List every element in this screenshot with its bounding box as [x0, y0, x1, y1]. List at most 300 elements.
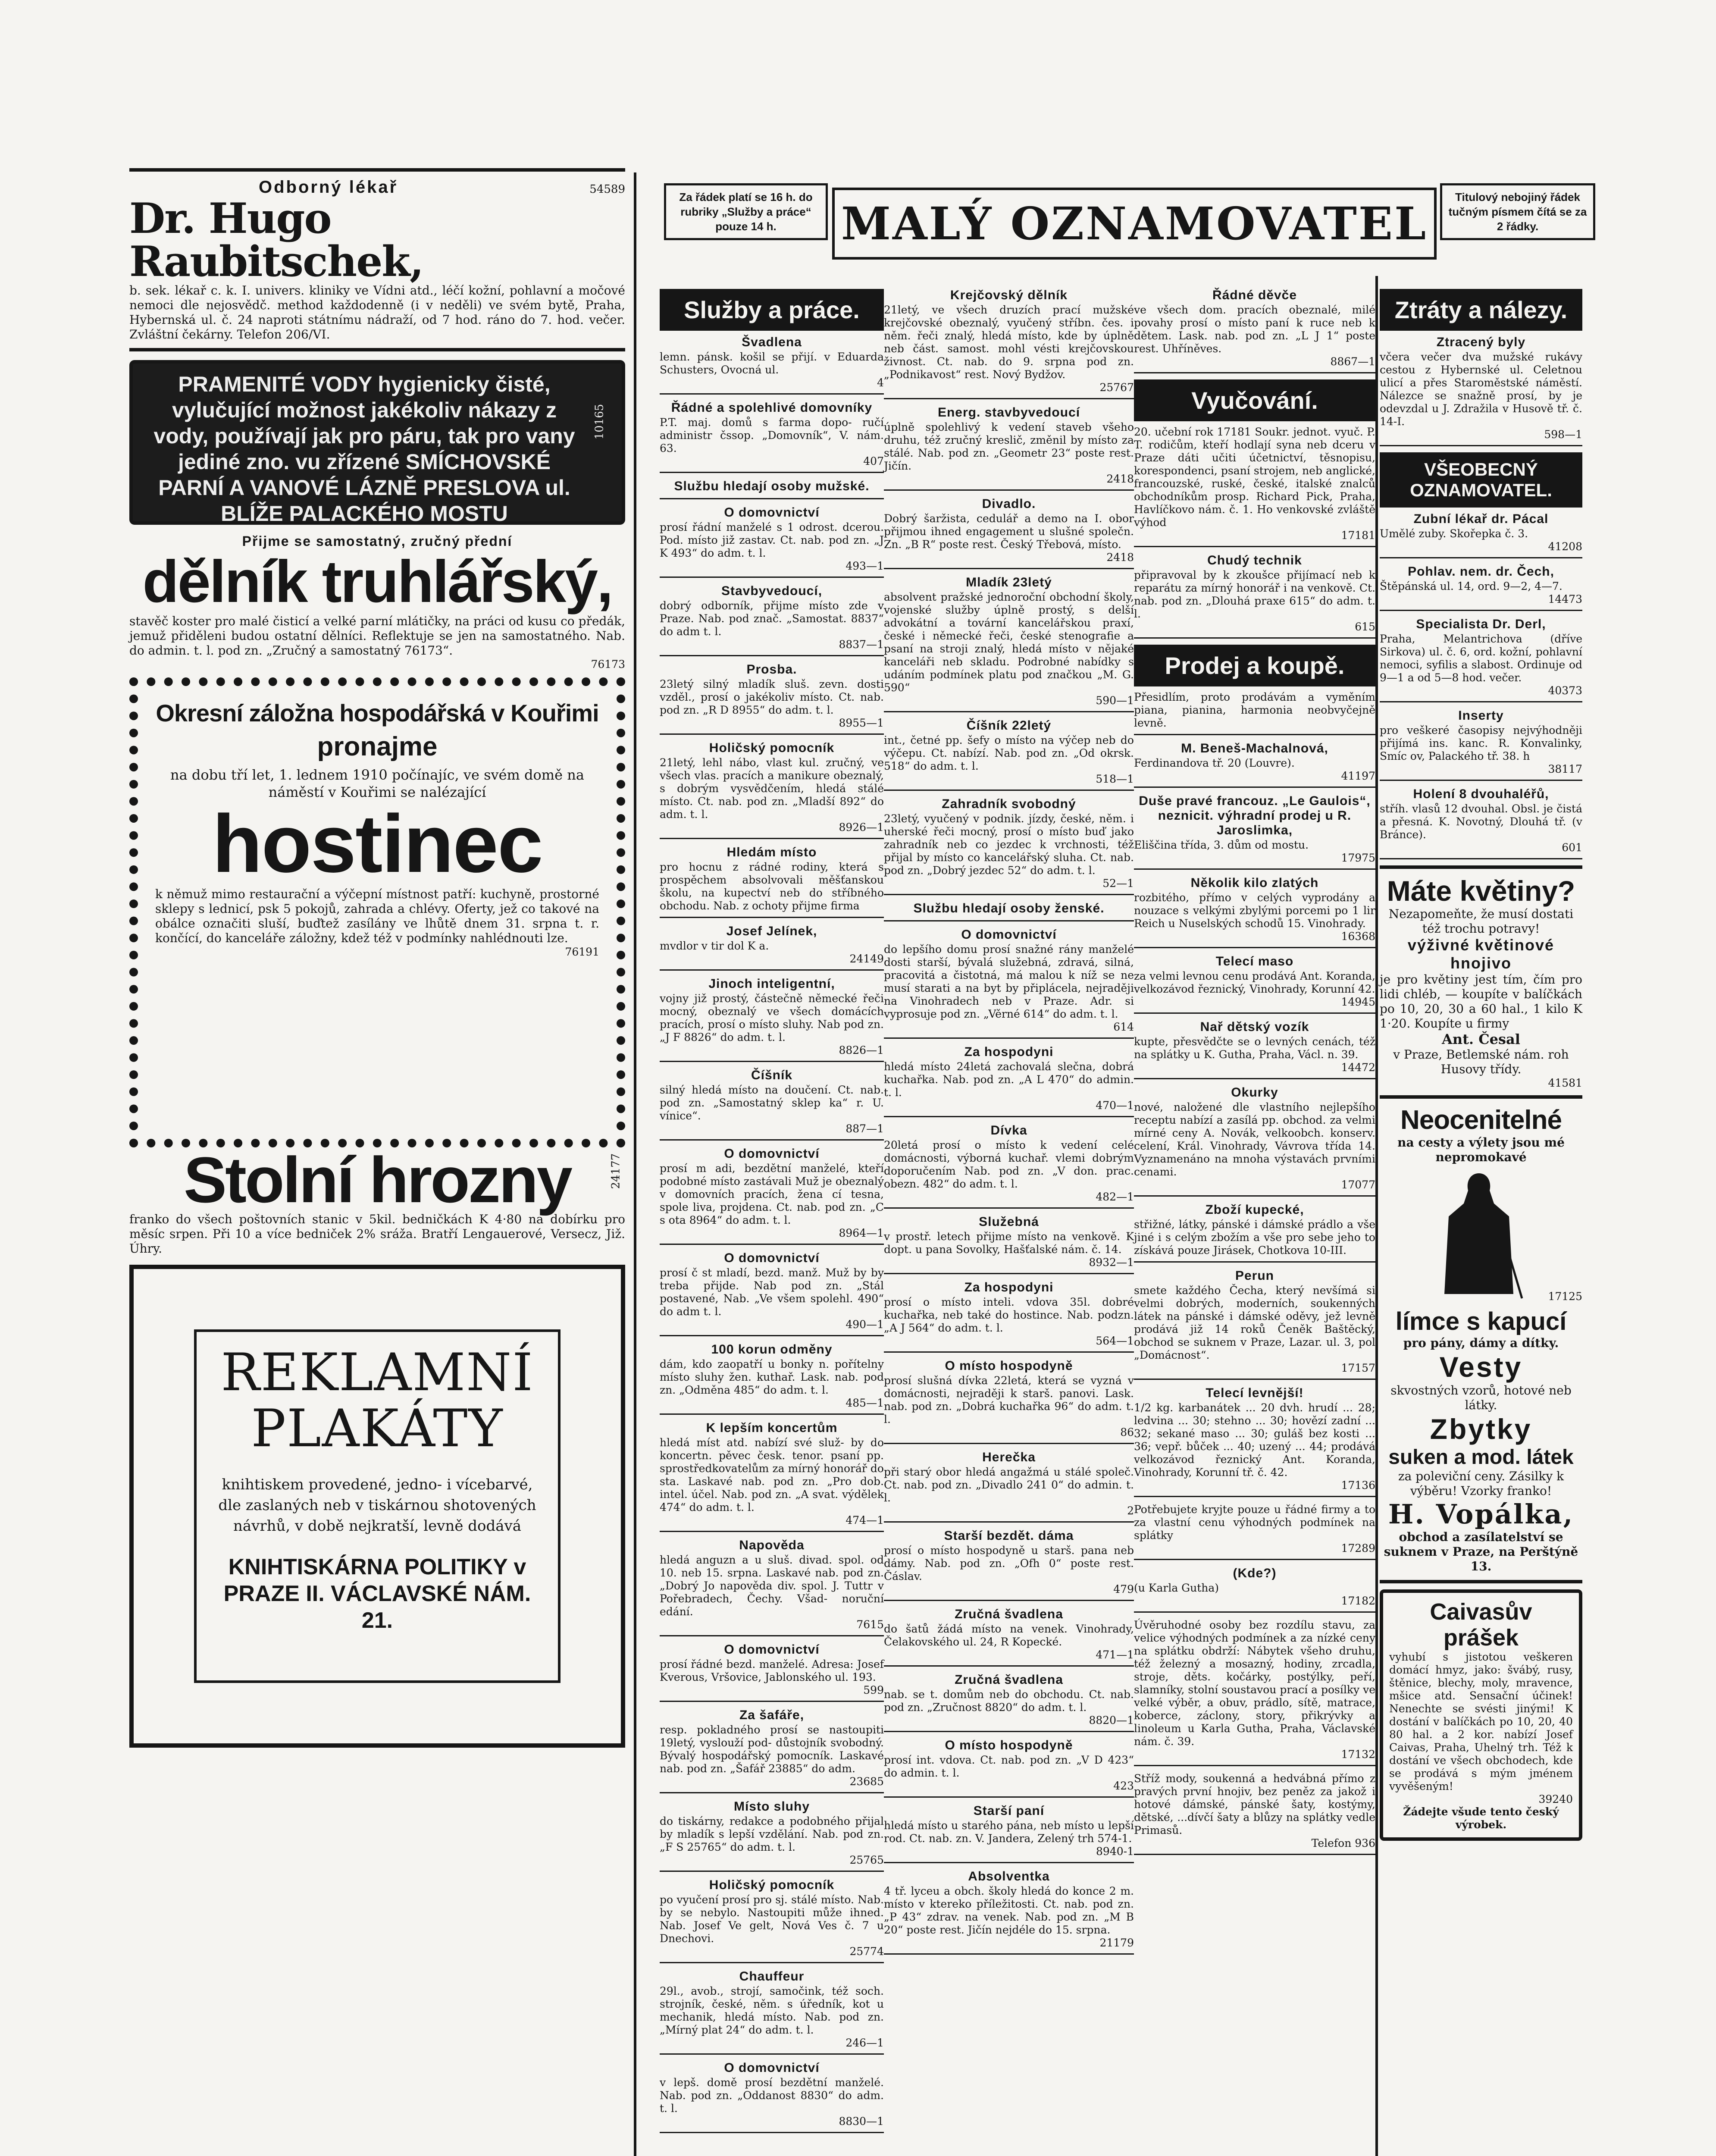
ad-code: 14473 [1548, 593, 1582, 605]
ad-code: 4 [877, 376, 884, 389]
neo-code: 17125 [1548, 1290, 1582, 1303]
classified-ad [884, 1280, 1134, 1353]
spa-code: 10165 [593, 404, 606, 440]
ad-list [1134, 426, 1375, 639]
ad-divider [884, 711, 1134, 712]
grapes-code: 24177 [609, 1153, 623, 1189]
ad-divider [1134, 1379, 1375, 1380]
neo-title: Neocenitelné [1400, 1105, 1562, 1135]
classified-ad [884, 1359, 1134, 1444]
ad-text: prosí o místo inteli. vdova 35l. dobré kuchařka, neb také do hostince. Nab. podzn. „A J 564“ do adm. t. l. [884, 1296, 1134, 1334]
ad-divider [1380, 557, 1582, 558]
mate-title: Máte květiny? [1387, 875, 1575, 907]
ad-code: 8867—1 [1330, 355, 1375, 368]
grapes-title: Stolní hrozny [184, 1144, 571, 1216]
ad-divider [660, 577, 884, 578]
classified-ad [884, 1804, 1134, 1863]
ad-text: rozbitého, přímo v celých vyprodány a nouzace s velkými zbylými porcemi po 1 lir Reich u Nuselských schodů 15. Vinohrady. [1134, 891, 1375, 930]
rubric-prodej: Prodej a koupě. [1134, 645, 1375, 686]
ad-divider [1380, 610, 1582, 611]
ad-code: 407 [863, 455, 884, 467]
ad-divider [660, 1139, 884, 1141]
classified-ad [660, 335, 884, 395]
ad-heading: Pohlav. nem. dr. Čech, [1408, 564, 1554, 579]
classified-ad [884, 288, 1134, 399]
ad-code: Telefon 936 [1311, 1837, 1375, 1849]
ad-text: v prostř. letech přijme místo na venkově. K dopt. u pana Sovolky, Hašťalské nám. č. 14. [884, 1230, 1134, 1256]
ad-divider [660, 917, 884, 918]
classified-ad [1380, 617, 1582, 702]
ad-text: stříh. vlasů 12 dvouhal. Obsl. je čistá a přesná. K. Novotný, Dlouhá tř. (v Bránce). [1380, 802, 1582, 841]
ad-heading: Ztracený byly [1436, 335, 1526, 349]
suken-title: suken a mod. látek [1388, 1446, 1574, 1469]
ad-divider [1134, 734, 1375, 735]
caivas-text: vyhubí s jistotou veškeren domácí hmyz, jako: švábý, rusy, štěnice, blechy, moly, mravence, mšice atd. Sensační účinek! Nenechte se svésti jinými! K dostání v balíčkách po 10, 20, 40 80 hal. a 2 kor. nabízí Josef Caivas, Praha, Uhelný trh. Též k dostání ve všech obchodech, kde se prodává s mým jménem vyvěšeným! [1389, 1651, 1573, 1792]
ad-divider [660, 1335, 884, 1336]
classified-ad [1134, 741, 1375, 788]
ad-divider [1380, 701, 1582, 702]
classified-ad [660, 2061, 884, 2133]
classified-ad [660, 401, 884, 473]
classified-ad [660, 479, 884, 499]
ad-text: připravoval by k zkoušce přijímací neb k reparátu za mírný honorář i na venkově. Ct. nab. pod zn. „Dlouhá praxe 615“ do adm. t. l. [1134, 569, 1375, 620]
ad-code: 246—1 [845, 2037, 884, 2049]
divider [1380, 1095, 1582, 1099]
classified-ad [1380, 787, 1582, 859]
ad-divider [1134, 947, 1375, 948]
ad-code: 25765 [849, 1854, 884, 1866]
ad-text: Úvěruhodné osoby bez rozdílu stavu, za velice výhodných podmínek a za nízké ceny na splátku obdrží: Nábytek všeho druhu, též železný a mosazný, hodiny, zrcadla, stroje, děts. kočárky, postýlky, peří, slamníky, stolní soustavou prací a posílky ve velké výběr, a obuv, prádlo, sítě, matrace, koberce, záclony, story, přikrývky a linoleum u Karla Gutha, Praha, Václavské nám. č. 39. [1134, 1619, 1375, 1748]
ad-divider [884, 790, 1134, 791]
classified-ad [1134, 553, 1375, 639]
ad-divider [884, 1796, 1134, 1798]
ad-divider [1134, 1078, 1375, 1079]
vopalka-title: H. Vopálka, [1388, 1498, 1574, 1530]
mate-product: výživné květinové hnojivo [1407, 936, 1555, 972]
ad-text: Stříž mody, soukenná a hedvábná přímo z pravých první hnojiv, bez peněz za jakož i hotové dámské, pánské šaty, kostýmy, dětské, ...dívčí šaty a blůzy na splátky vedle Primasů. [1134, 1772, 1375, 1836]
ad-divider [660, 1061, 884, 1062]
ad-text: při starý obor hledá angažmá u stálé společ. Ct. nab. pod zn. „Divadlo 241 0“ do admin. t. l. [884, 1466, 1134, 1504]
ad-heading: Inserty [1458, 708, 1504, 723]
ad-divider [660, 1871, 884, 1872]
ad-code: 86 [1120, 1426, 1134, 1438]
ad-divider [1134, 546, 1375, 547]
column-rule [1375, 276, 1378, 2156]
ad-heading: Krejčovský dělník [950, 288, 1068, 302]
ad-code: 8940-1 [1096, 1845, 1134, 1858]
ad-list [1134, 288, 1375, 373]
ad-heading: Energ. stavbyvedoucí [937, 405, 1080, 420]
ad-text: Eliščina třída, 3. dům od mostu. [1134, 839, 1309, 851]
classified-ad [1134, 691, 1375, 735]
ad-divider [884, 920, 1134, 921]
ad-code: 423 [1113, 1780, 1134, 1792]
ad-heading: Zahradník svobodný [942, 797, 1076, 811]
ad-text: prosí slušná dívka 22letá, která se vyzná v domácnosti, nejraději k starš. panovi. Lask. nab. pod zn. „Dobrá kuchařka 96“ do adm. t. l. [884, 1374, 1134, 1426]
ad-code: 38117 [1548, 763, 1582, 775]
ad-heading: Absolventka [968, 1869, 1050, 1883]
ad-heading: Zručná švadlena [955, 1673, 1063, 1687]
ad-divider [1134, 1611, 1375, 1613]
plakaty-inner [194, 1329, 561, 1683]
ad-text: (u Karla Gutha) [1134, 1582, 1219, 1594]
ad-divider [1134, 1854, 1375, 1855]
ad-divider [1380, 858, 1582, 859]
plakaty-signature: KNIHTISKÁRNA POLITIKY v PRAZE II. VÁCLAVSKÉ NÁM. 21. [223, 1554, 531, 1633]
ad-code: 52—1 [1102, 877, 1134, 890]
ad-code: 8926—1 [839, 821, 884, 834]
ad-text: kupte, přesvědčte se o levných cenách, též na splátky u K. Gutha, Praha, Václ. n. 39. [1134, 1035, 1375, 1061]
ad-heading: Za hospodyni [964, 1280, 1054, 1294]
ad-divider [884, 1731, 1134, 1732]
ad-divider [660, 655, 884, 656]
column-1 [129, 160, 625, 1748]
ad-list [884, 288, 1134, 1955]
ad-code: 17181 [1341, 529, 1375, 542]
hostinec-title: hostinec [212, 798, 542, 890]
ad-list [1134, 691, 1375, 1855]
ad-text: hledá místo 24letá zachovalá slečna, dobrá kuchařka. Nab. pod zn. „A L 470“ do admin. t. l. [884, 1060, 1134, 1099]
ad-divider [884, 489, 1134, 491]
ad-code: 599 [863, 1684, 884, 1696]
divider [129, 348, 625, 351]
bank-sub: na dobu tří let, 1. lednem 1910 počínajíc, ve svém domě na náměstí v Kouřimi se nalézající [170, 767, 584, 800]
doctor-code: 54589 [589, 183, 625, 196]
ad-code: 887—1 [845, 1122, 884, 1135]
ad-text: pro hocnu z rádné rodiny, která s prospěchem absolvovali měšťanskou školu, na kupectví neb do stříbného obchodu. Nab. z ochoty přijme firma [660, 861, 884, 912]
ad-heading: O domovnictví [724, 1251, 820, 1265]
ad-divider [884, 1862, 1134, 1863]
classified-ad [1134, 1503, 1375, 1560]
classified-ad [884, 1529, 1134, 1601]
column-rule [634, 172, 636, 2156]
ad-text: Potřebujete kryjte pouze u řádné firmy a to za vlastní cenu výhodných podmínek na splátky [1134, 1503, 1375, 1542]
ad-heading: O domovnictví [724, 1642, 820, 1657]
vopalka-text: obchod a zasílatelství se suknem v Praze, na Perštýně 13. [1384, 1530, 1578, 1573]
classified-ad [1134, 954, 1375, 1014]
ad-text: 23letý, vyučený v podnik. jízdy, české, něm. i uherské řeči mocný, prosí o místo buď jako zahradník neb co jezdec k vrchnosti, též přijal by místo co kancelářský sluha. Ct. nab. pod zn. „Dobrý jezdec 52“ do adm. t. l. [884, 812, 1134, 877]
ad-text: prosí o místo hospodyně u starš. pana neb dámy. Nab. pod zn. „Ofh 0“ poste rest. Čáslav. [884, 1544, 1134, 1583]
ad-heading: (Kde?) [1233, 1566, 1277, 1580]
worker-title: dělník truhlářský, [142, 548, 612, 615]
ad-code: 17077 [1341, 1178, 1375, 1191]
coat-sub: pro pány, dámy a dítky. [1403, 1336, 1559, 1350]
ad-divider [884, 1116, 1134, 1117]
ad-text: silný hledá místo na doučení. Ct. nab. pod zn. „Samostatný sklep ka“ r. U. vínice“. [660, 1084, 884, 1122]
ad-heading: 100 korun odměny [711, 1342, 833, 1357]
ad-divider [660, 1792, 884, 1793]
classified-ad [884, 1869, 1134, 1955]
ad-divider [1134, 868, 1375, 870]
hostinec-code: 76191 [565, 946, 599, 958]
ad-heading: Mladík 23letý [966, 575, 1052, 589]
classified-ad [884, 497, 1134, 569]
ad-divider [1134, 372, 1375, 373]
ad-divider [1134, 1195, 1375, 1197]
ad-heading: Číšník 22letý [966, 718, 1052, 733]
worker-code: 76173 [591, 658, 625, 671]
classified-ad [660, 1251, 884, 1336]
grapes-ad [129, 1144, 625, 1256]
ad-heading: Za hospodyni [964, 1045, 1054, 1059]
divider [1380, 1580, 1582, 1583]
spa-ad [129, 360, 625, 525]
ad-code: 41197 [1341, 770, 1375, 782]
ad-divider [884, 1037, 1134, 1039]
ad-code: 17975 [1341, 852, 1375, 864]
ad-code: 25767 [1099, 381, 1134, 394]
ad-text: 20. učební rok 17181 Soukr. jednot. vyuč. P. T. rodičům, kteří hodlají syna neb dceru v Praze dáti učiti účetnictví, těsnopisu, korespondenci, psaní strojem, neb anglické, francouzské, ruské, české, italské znalců obchodníkům prosp. Richard Pick, Praha, Havlíčkovo nám. č. 1. Ho venkovské zvláště výhod [1134, 426, 1375, 529]
ad-code: 490—1 [845, 1318, 884, 1331]
plakaty-text: knihtiskem provedené, jedno- i vícebarvé, dle zaslaných neb v tiskárnou shotovených návrhů, v době nejkratší, levně dodává [218, 1476, 536, 1535]
ad-text: Ferdinandova tř. 20 (Louvre). [1134, 757, 1295, 769]
ad-code: 485—1 [845, 1397, 884, 1409]
ad-heading: Telecí levnější! [1206, 1386, 1304, 1400]
ad-text: v lepš. domě prosí bezdětní manželé. Nab. pod zn. „Oddanost 8830“ do adm. t. l. [660, 2076, 884, 2115]
mate-code: 41581 [1548, 1077, 1582, 1089]
ad-divider [660, 472, 884, 473]
column-4 [1134, 285, 1375, 1861]
classified-ad [884, 901, 1134, 921]
ad-heading: Specialista Dr. Derl, [1416, 617, 1546, 631]
ad-heading: O místo hospodyně [945, 1359, 1073, 1373]
ad-code: 21179 [1099, 1937, 1134, 1949]
ad-heading: Řádné a spolehlivé domovníky [671, 401, 873, 415]
ad-text: 29l., avob., strojí, samočink, též soch. strojník, české, něm. s úředník, kot u mechanik, hledá místo. Nab. pod zn. „Mírný plat 24“ do adm. t. l. [660, 1985, 884, 2036]
ad-heading: Okurky [1231, 1085, 1278, 1100]
ad-code: 8932—1 [1089, 1256, 1134, 1269]
ad-code: 564—1 [1096, 1335, 1134, 1347]
ad-heading: O místo hospodyně [945, 1738, 1073, 1752]
mate-firm: Ant. Česal [1442, 1031, 1520, 1047]
ad-divider [1134, 637, 1375, 639]
ad-heading: Duše pravé francouz. „Le Gaulois“, neznicit. výhradní prodej u R. Jaroslimka, [1139, 794, 1371, 837]
ad-code: 8955—1 [839, 717, 884, 729]
rubric-sluzby: Služby a práce. [660, 289, 884, 331]
caivas-title: Caivasův prášek [1430, 1599, 1532, 1651]
ad-divider [884, 894, 1134, 895]
ad-heading: Zubní lékař dr. Pácal [1413, 512, 1549, 526]
ad-divider [660, 733, 884, 735]
masthead [664, 183, 1587, 270]
classified-ad [1134, 1566, 1375, 1613]
ad-divider [660, 2053, 884, 2055]
ad-heading: Perun [1235, 1269, 1274, 1283]
ad-code: 17136 [1341, 1479, 1375, 1492]
ad-text: int., četné pp. šefy o místo na výčep neb do výčepu. Ct. nabízí. Nab. pod zn. „Od okrsk. 518“ do adm. t. l. [884, 734, 1134, 772]
ad-code: 8964—1 [839, 1227, 884, 1239]
classified-ad [884, 797, 1134, 895]
classified-ad [660, 1969, 884, 2055]
ad-code: 17157 [1341, 1362, 1375, 1374]
ad-code: 16368 [1341, 930, 1375, 943]
vesty-sub: skvostných vzorů, hotové neb látky. [1390, 1383, 1572, 1412]
classified-ad [660, 924, 884, 971]
ad-text: střižné, látky, pánské i dámské prádlo a vše jiné i s celým zbožím a vše pro sebe jeho to získává pouze Jirásek, Chotkova 10-III. [1134, 1218, 1375, 1257]
ad-code: 17182 [1341, 1595, 1375, 1607]
classified-ad [884, 1738, 1134, 1798]
ad-heading: Holičský pomocník [709, 741, 835, 755]
ad-code: 40373 [1548, 684, 1582, 697]
ad-heading: Švadlena [742, 335, 802, 349]
doctor-text: b. sek. lékař c. k. I. univers. kliniky ve Vídni atd., léčí kožní, pohlavní a močové nemoci dle nejosvědč. method každodenně (i v neděli) ve svém bytě, Praha, Hybernská ul. č. 24 naproti státnímu nádraží, od 7 hod. ráno do 7. hod. večer. Zvláštní čekárny. Telefon 206/VI. [129, 283, 625, 342]
classified-ad [1134, 426, 1375, 547]
ad-heading: Herečka [982, 1450, 1036, 1464]
ad-divider [1134, 1559, 1375, 1560]
caivas-code: 39240 [1538, 1793, 1573, 1805]
ad-heading: Řádné děvče [1212, 288, 1297, 302]
ad-divider [660, 1244, 884, 1245]
classified-ad [660, 1708, 884, 1793]
ad-divider [884, 1600, 1134, 1601]
classified-ad [660, 1068, 884, 1141]
classified-ad [660, 505, 884, 578]
ad-heading: Jinoch inteligentní, [708, 977, 835, 991]
ad-divider [1134, 1261, 1375, 1263]
classified-ad [1380, 335, 1582, 446]
coat-figure [1380, 1165, 1582, 1307]
classified-ad [1134, 794, 1375, 870]
ad-text: absolvent pražské jednoroční obchodní školy, vojenské služby úplně prostý, s delší advokátní a tovární kancelářskou praxí, české i německé řeči, české stenografie a psaní na stroji znalý, hledá místo v nějaké kanceláři neb skladu. Podrobné nabídky s udáním podmínek platu pod značkou „M. G. 590“ [884, 591, 1134, 694]
ad-code: 17132 [1341, 1748, 1375, 1761]
page-title: MALÝ OZNAMOVATEL [832, 188, 1437, 260]
neo-sub: na cesty a výlety jsou mé nepromokavé [1397, 1135, 1565, 1164]
ad-divider [1134, 1012, 1375, 1014]
ad-heading: Zručná švadlena [955, 1607, 1063, 1621]
ad-text: prosí řádné bezd. manželé. Adresa: Josef Kverous, Vršovice, Jablonského ul. 193. [660, 1658, 884, 1683]
ad-code: 14945 [1341, 996, 1375, 1008]
ad-text: pro veškeré časopisy nejvýhodněji přijímá ins. kanc. R. Konvalinky, Smíc ov, Palackého tř. 38. h [1380, 724, 1582, 762]
ad-text: vojny již prostý, částečně německé řeči mocný, obeznalý ve všech domácích pracích, prosí o místo sluhy. Nab pod zn. „J F 8826“ do adm. t. l. [660, 992, 884, 1044]
classified-ad [1134, 876, 1375, 948]
column-5 [1380, 285, 1582, 1841]
ad-text: mvdlor v tir dol K a. [660, 940, 769, 952]
classified-ad [660, 1799, 884, 1872]
ad-divider [884, 568, 1134, 569]
ad-text: hledá anguzn a u sluš. divad. spol. od 10. neb 15. srpna. Laskavé nab. pod zn. „Dobrý Jo napověda div. spol. J. Tuttr v Pořebradech, Čechy. Všad- noruční edání. [660, 1554, 884, 1618]
ad-text: ve všech dom. pracích obeznalé, milé povahy prosí o místo paní k ruce neb k dětem. Lask. nab. pod zn. „L J 1“ poste rest. Uhříněves. [1134, 304, 1375, 355]
worker-kicker: Přijme se samostatný, zručný přední [242, 533, 513, 549]
rubric-vyucovani: Vyučování. [1134, 379, 1375, 421]
ad-code: 615 [1355, 620, 1375, 633]
ad-text: do lepšího domu prosí snažné rány manželé dosti starší, bývalá služebná, zdravá, silná, pracovitá a čistotná, má malou k níž se ne musí starati a na byt by připlácela, nejraději na Vinohradech neb v Praze. Adr. si vyprosuje pod zn. „Věrné 614“ do adm. t. l. [884, 943, 1134, 1020]
classified-ad [1134, 288, 1375, 373]
ad-text: hledá míst atd. nabízí své služ- by do koncertn. pěvec česk. tenor. psaní pp. sprostředkovatelům za mírný honorář do sta. Laskavé nab. pod zn. „Pro dob. intel. účel. Nab. pod zn. „A svat. výdělek 474“ do adm. t. l. [660, 1436, 884, 1514]
classified-ad [1134, 1386, 1375, 1497]
classified-ad [1134, 1085, 1375, 1197]
classified-ad [660, 1642, 884, 1702]
ad-text: za velmi levnou cenu prodává Ant. Koranda, velkozávod řeznický, Vinohrady, Korunní 42. [1134, 970, 1375, 995]
ad-heading: Napověda [739, 1538, 805, 1552]
ad-code: 14472 [1341, 1061, 1375, 1074]
ad-divider [660, 393, 884, 395]
ad-heading: Divadlo. [982, 497, 1036, 511]
grapes-text: franko do všech poštovních stanic v 5kil. bedničkách K 4·80 na dobírku pro měsíc srpen. Při 10 a více bedniček 2% sráža. Bratří Lengauerové, Versecz, Již. Úhry. [129, 1212, 625, 1256]
ad-heading: K lepším koncertům [706, 1421, 838, 1435]
ad-code: 479 [1113, 1583, 1134, 1595]
ad-code: 8820—1 [1089, 1714, 1134, 1727]
ad-divider [884, 1351, 1134, 1353]
ad-text: hledá místo u starého pána, neb místo u lepší rod. Ct. nab. zn. V. Jandera, Zelený trh 574-1. [884, 1819, 1134, 1845]
classified-ad [884, 1673, 1134, 1732]
ad-code: 8837—1 [839, 638, 884, 651]
rubric-ztraty: Ztráty a nálezy. [1380, 289, 1582, 331]
ad-heading: Hledám místo [726, 845, 817, 859]
ad-code: 614 [1113, 1021, 1134, 1033]
coat-title: límce s kapucí [1395, 1307, 1567, 1335]
hostinec-text: k němuž mimo restaurační a výčepní místnost patří: kuchyně, prostorné sklepy s lednicí, psk 5 pokojů, zahrada a chlévy. Oferty, jež co takové na obálce označiti sluší, buďtež zasílány ve lhůtě dnem 31. srpna t. r. končící, do kanceláře záložny, kdež též v podmínky nahlédnouti lze. [155, 887, 599, 945]
ad-text: 21letý, lehl nábo, vlast kul. zručný, ve všech vlas. pracích a manikure obeznalý, s dobrým vysvědčením, hledá stálé místo. Ct. nab. pod zn. „Mladší 892“ do adm. t. l. [660, 756, 884, 821]
plakaty-ad [129, 1265, 625, 1748]
classified-ad [1134, 1269, 1375, 1380]
classified-ad [660, 584, 884, 656]
classified-ad [884, 575, 1134, 712]
classified-ad [884, 1123, 1134, 1209]
ad-text: resp. pokladného prosí se nastoupiti 19letý, vyslouží pod- důstojník svobodný. Bývalý hospodářský pomocník. Laskavé nab. pod zn. „Šafář 23885“ do adm. [660, 1724, 884, 1775]
ad-divider [660, 2132, 884, 2133]
ad-heading: Josef Jelínek, [726, 924, 817, 938]
ad-code: 474—1 [845, 1514, 884, 1526]
ad-text: Dobrý šaržista, cedulář a demo na I. obor přijmou ihned engagement u slušné společn. Zn. „B R“ poste rest. Český Třebová, místo. [884, 512, 1134, 551]
ad-divider [660, 969, 884, 971]
plakaty-title: REKLAMNÍ PLAKÁTY [221, 1343, 534, 1459]
ad-heading: Telecí maso [1215, 954, 1294, 968]
suken-sub: za poleviční ceny. Zásilky k výběru! Vzorky franko! [1398, 1469, 1564, 1498]
column-2 [660, 285, 884, 2139]
ad-text: nové, naložené dle vlastního nejlepšího receptu nabízí a zasílá pp. obchod. za velmi mírné ceny A. Novák, velkoobch. konserv. celení, Král. Vinohrady, Vávrova třída 14. Vyznamenáno na mnoha výstavách prvními cenami. [1134, 1101, 1375, 1178]
classified-ad [884, 1045, 1134, 1117]
ad-heading: Prosba. [746, 662, 797, 677]
caivas-ad [1380, 1589, 1582, 1841]
ad-divider [660, 1701, 884, 1702]
ad-text: prosí řádní manželé s 1 odrost. dcerou. Pod. místo již zastav. Ct. nab. pod zn. „J K 493“ do adm. t. l. [660, 521, 884, 559]
ad-divider [884, 1665, 1134, 1667]
classified-ad [1134, 1020, 1375, 1079]
ad-divider [660, 1413, 884, 1415]
ad-heading: Chudý technik [1207, 553, 1302, 567]
ad-code: 24149 [849, 953, 884, 965]
ad-divider [884, 398, 1134, 399]
ad-text: 20letá prosí o místo k vedení celé domácnosti, výborná kuchař. vlemi dobrým doporučením Nab. pod zn. „V don. prac. obezn. 482“ do adm. t. l. [884, 1139, 1134, 1190]
classified-ad [884, 928, 1134, 1039]
ad-text: Přesidlím, proto prodávám a vyměním piana, pianina, harmonia neobvyčejně levně. [1134, 691, 1375, 729]
ad-divider [660, 1962, 884, 1963]
ad-text: 4 tř. lyceu a obch. školy hledá do konce 2 m. místo v ktereko příležitosti. Ct. nab. pod zn. „P 43“ zdrav. na venek. Nab. pod zn. „M B 20“ poste rest. Jičín nejdéle do 15. srpna. [884, 1885, 1134, 1936]
ad-heading: Místo sluhy [733, 1799, 810, 1814]
column-3 [884, 285, 1134, 1961]
rubric-oznamovatel: VŠEOBECNÝ OZNAMOVATEL. [1380, 452, 1582, 508]
classified-ad [660, 845, 884, 918]
ad-heading: Chauffeur [739, 1969, 805, 1984]
ad-heading: Číšník [751, 1068, 793, 1082]
ad-heading: Několik kilo zlatých [1190, 876, 1319, 890]
ad-heading: Starší bezdět. dáma [944, 1529, 1074, 1543]
ad-code: 23685 [849, 1775, 884, 1788]
ad-heading: O domovnictví [724, 1147, 820, 1161]
ad-code: 17289 [1341, 1542, 1375, 1554]
ad-list [660, 335, 884, 2133]
ad-divider [1134, 787, 1375, 788]
ad-heading: Holení 8 dvouhaléřů, [1413, 787, 1549, 801]
ad-heading: Za šafáře, [739, 1708, 805, 1722]
classified-ad [1380, 512, 1582, 558]
ad-code: 471—1 [1096, 1648, 1134, 1661]
ad-heading: Starší paní [973, 1804, 1045, 1818]
classified-ad [1380, 564, 1582, 611]
ad-divider [660, 838, 884, 839]
bank-lead: pronajme [317, 732, 438, 761]
coat-illustration [1380, 1165, 1582, 1307]
